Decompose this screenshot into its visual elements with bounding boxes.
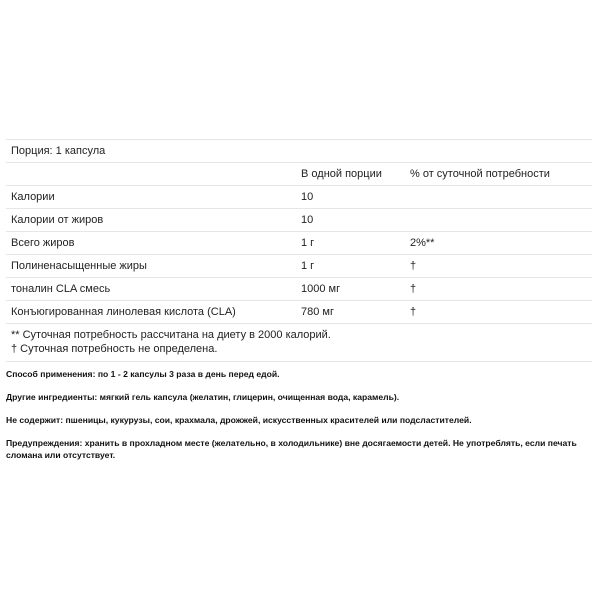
nutrient-name: Полиненасыщенные жиры [11,260,147,272]
footnotes [6,323,592,362]
ingredients-text: Другие ингредиенты: мягкий гель капсула (желатин, глицерин, очищенная вода, карамель). [6,392,400,402]
footnote-not-established: † Суточная потребность не определена. [11,343,218,355]
nutrient-amount: 1000 мг [301,283,341,295]
free-of-text: Не содержит: пшеницы, кукурузы, сои, крахмала, дрожжей, искусственных красителей или подсластителей. [6,415,472,425]
nutrient-amount: 1 г [301,260,315,272]
warnings-text: Предупреждения: хранить в прохладном месте (желательно, в холодильнике) вне досягаемости детей. Не употреблять, если печать сломана или отсутствует. [6,438,577,460]
header-row [6,162,592,185]
nutrient-amount: 1 г [301,237,315,249]
nutrient-name: Калории [11,191,55,203]
nutrient-name: Калории от жиров [11,214,104,226]
supplement-facts-table [6,139,592,362]
serving-size: Порция: 1 капсула [11,145,106,157]
table-row [6,300,592,323]
serving-row [6,139,592,162]
header-daily-value: % от суточной потребности [410,168,550,180]
footnote-daily-value: ** Суточная потребность рассчитана на диету в 2000 калорий. [11,329,331,341]
table-row [6,208,592,231]
nutrient-dv: † [410,260,417,272]
table-row [6,185,592,208]
nutrient-dv: † [410,283,417,295]
product-info [6,368,592,472]
nutrient-dv: 2%** [410,237,435,249]
table-row [6,254,592,277]
nutrient-name: Конъюгированная линолевая кислота (CLA) [11,306,236,318]
table-row [6,231,592,254]
nutrient-name: Всего жиров [11,237,75,249]
nutrient-amount: 780 мг [301,306,334,318]
header-amount: В одной порции [301,168,382,180]
nutrient-dv: † [410,306,417,318]
nutrient-amount: 10 [301,191,314,203]
nutrient-amount: 10 [301,214,314,226]
nutrient-name: тоналин CLA смесь [11,283,111,295]
table-row [6,277,592,300]
usage-text: Способ применения: по 1 - 2 капсулы 3 раза в день перед едой. [6,369,280,379]
